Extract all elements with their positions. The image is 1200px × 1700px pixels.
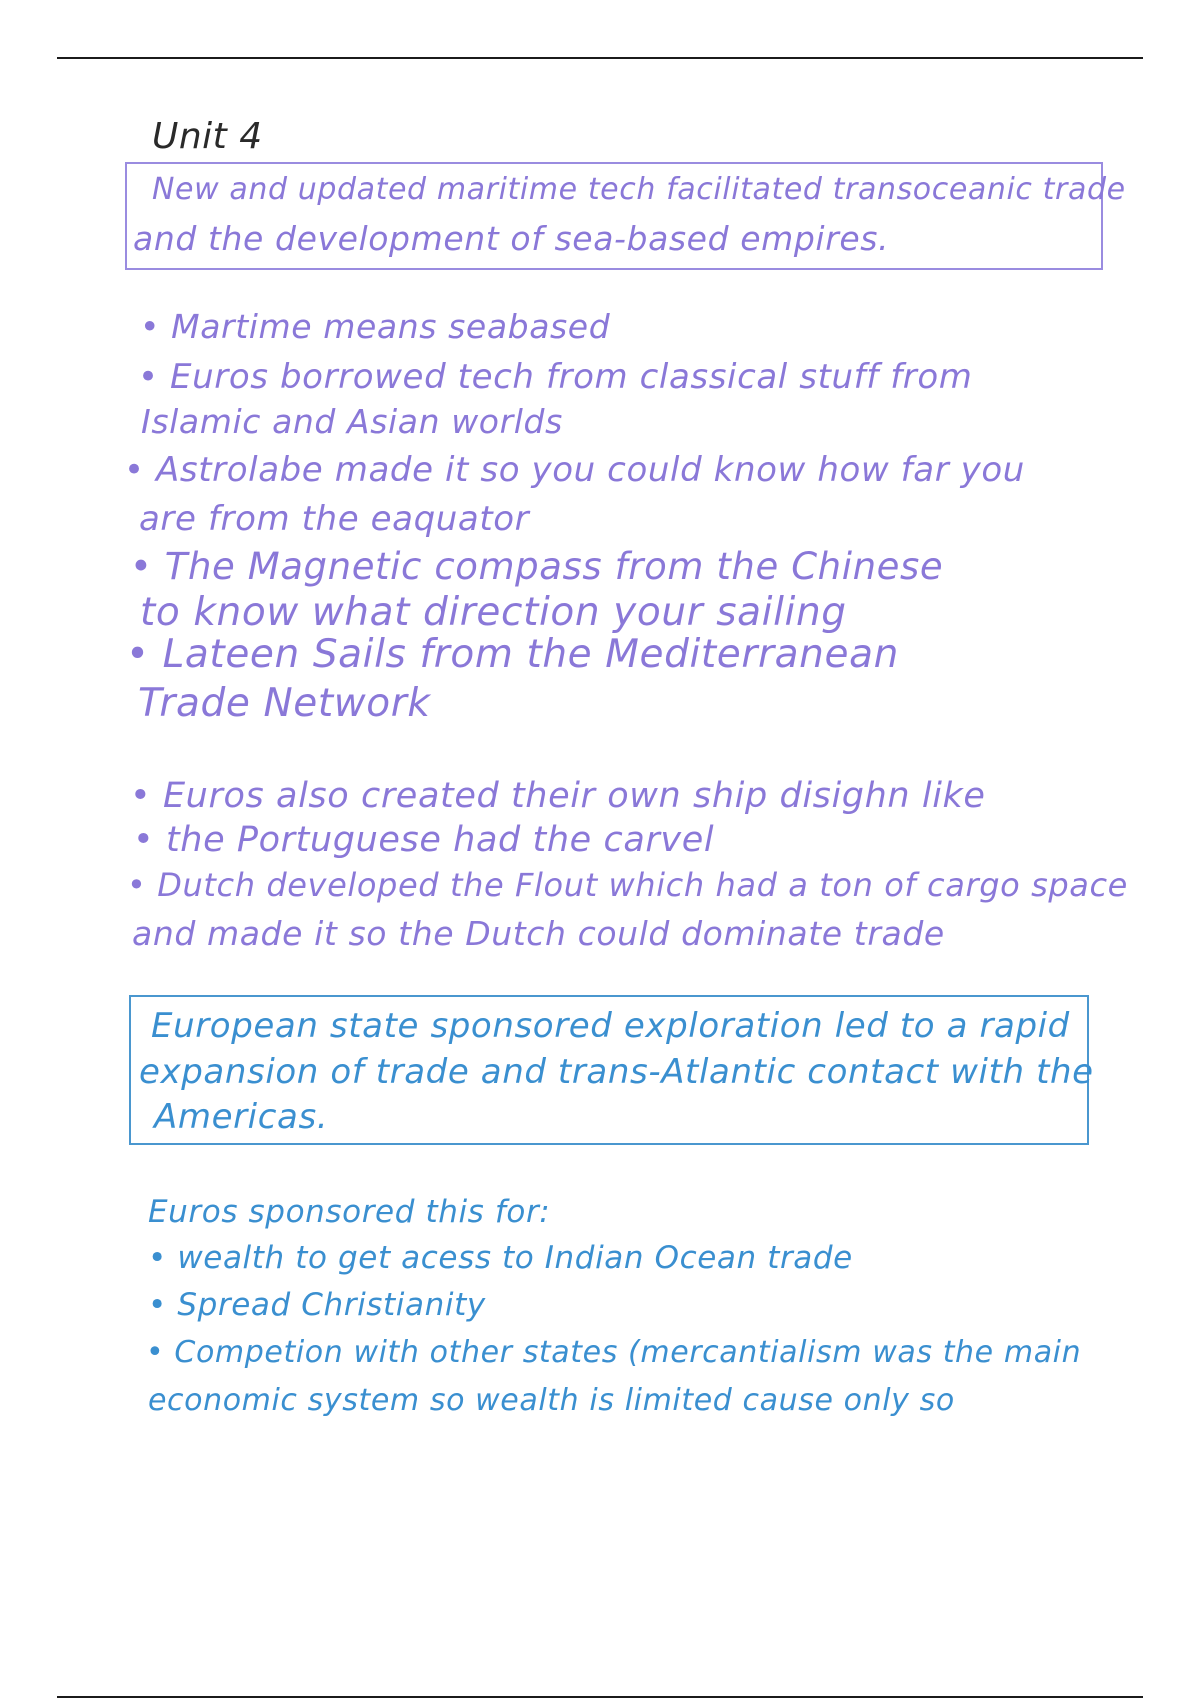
note-line: • Euros borrowed tech from classical stuff from [138,357,973,397]
note-line: • wealth to get acess to Indian Ocean trade [148,1240,853,1276]
note-line: • Martime means seabased [140,307,611,346]
note-line: Trade Network [138,681,431,726]
note-line: Islamic and Asian worlds [141,402,563,441]
note-line: economic system so wealth is limited cause only so [148,1383,955,1418]
note-line: are from the eaquator [139,499,530,539]
top-rule [57,57,1143,59]
note-line: and made it so the Dutch could dominate trade [132,914,945,953]
note-line: • Lateen Sails from the Mediterranean [126,632,899,677]
section1-box-line-2: and the development of sea-based empires. [133,219,890,258]
bottom-rule [57,1696,1143,1698]
note-line: • Competion with other states (mercantialism was the main [146,1335,1082,1370]
note-line: • Euros also created their own ship disighn like [130,776,986,816]
section2-box-line-3: Americas. [154,1097,329,1137]
note-line: • Astrolabe made it so you could know how far you [124,450,1025,490]
note-line: to know what direction your sailing [140,590,847,635]
note-line: Euros sponsored this for: [148,1194,551,1230]
section2-box-line-2: expansion of trade and trans-Atlantic contact with the [139,1052,1094,1092]
unit-heading: Unit 4 [152,116,263,157]
note-line: • Spread Christianity [148,1287,486,1323]
note-line: • Dutch developed the Flout which had a ton of cargo space [127,866,1128,904]
section2-box-line-1: European state sponsored exploration led to a rapid [151,1006,1070,1046]
note-line: • the Portuguese had the carvel [133,820,715,860]
note-line: • The Magnetic compass from the Chinese [130,545,944,588]
section1-box-line-1: New and updated maritime tech facilitated transoceanic trade [152,172,1126,207]
